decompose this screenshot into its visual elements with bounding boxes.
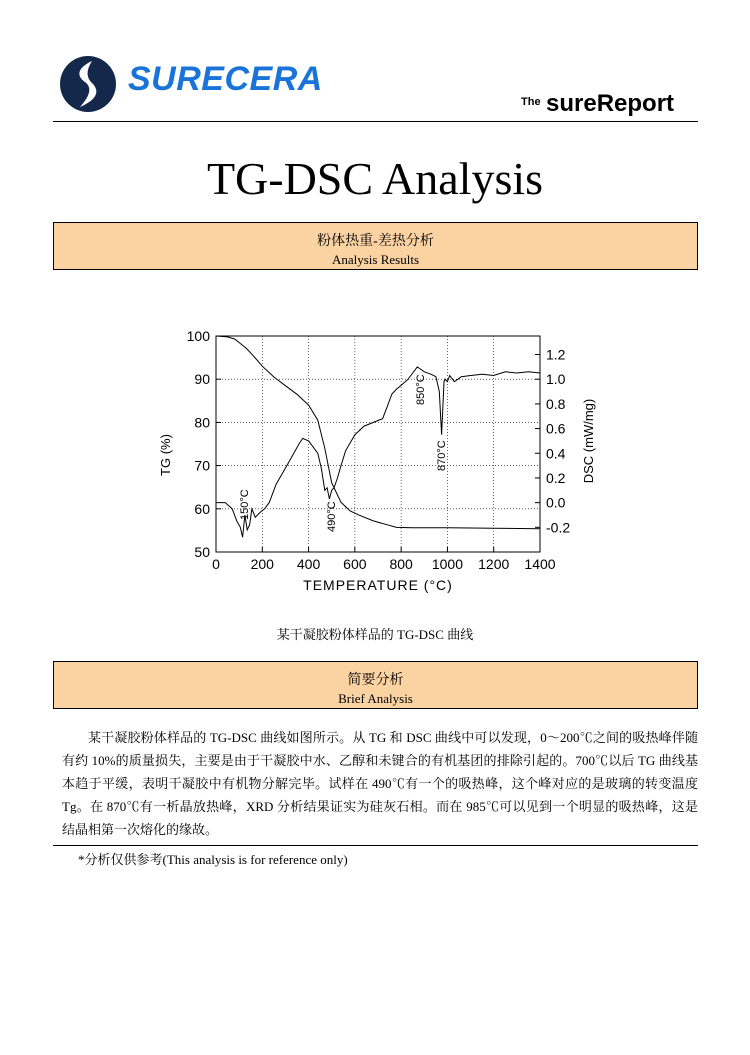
- y-axis-left-label: TG (%): [158, 434, 173, 476]
- company-logo-icon: [59, 55, 117, 113]
- header-rule: [53, 121, 698, 122]
- y-right-tick-label: 0.6: [546, 420, 566, 437]
- section-title-cn: 简要分析: [347, 673, 404, 688]
- y-right-tick-label: 0.4: [546, 445, 566, 462]
- y-right-tick-label: -0.2: [546, 519, 571, 536]
- x-tick-label: 1000: [431, 556, 464, 572]
- report-name: sureReport: [546, 90, 675, 117]
- dsc-curve: [216, 367, 540, 537]
- x-tick-label: 1200: [478, 556, 510, 572]
- section-brief-analysis: [53, 661, 698, 709]
- x-tick-label: 0: [212, 556, 220, 572]
- y-right-tick-label: 0.8: [546, 395, 566, 412]
- y-left-tick-label: 90: [194, 371, 210, 388]
- brand-name: SURECERA: [128, 60, 323, 98]
- y-left-tick-label: 50: [194, 544, 210, 560]
- x-tick-label: 800: [389, 556, 413, 572]
- annotation-870c: 870°C: [436, 440, 448, 471]
- annotation-850c: 850°C: [415, 374, 427, 405]
- y-left-tick-label: 80: [194, 414, 210, 431]
- y-right-tick-label: 1.2: [546, 346, 566, 363]
- disclaimer-note: *分析仅供参考(This analysis is for reference only): [78, 852, 348, 867]
- x-tick-label: 600: [343, 556, 367, 572]
- section-title-en: Brief Analysis: [338, 691, 413, 706]
- page-title: TG-DSC Analysis: [206, 153, 544, 204]
- section-title-en: Analysis Results: [331, 252, 420, 267]
- y-left-tick-label: 70: [194, 457, 210, 474]
- tg-dsc-chart: [150, 322, 620, 607]
- x-tick-label: 1400: [524, 556, 556, 572]
- x-tick-label: 200: [250, 556, 274, 572]
- annotation-490c: 490°C: [326, 501, 338, 532]
- y-right-tick-label: 0.0: [546, 494, 566, 511]
- y-right-tick-label: 0.2: [546, 469, 566, 486]
- chart-caption: 某干凝胶粉体样品的 TG-DSC 曲线: [276, 627, 474, 642]
- x-tick-label: 400: [296, 556, 321, 572]
- footer-rule: [53, 845, 698, 846]
- brief-analysis-text: 某干凝胶粉体样品的 TG-DSC 曲线如图所示。从 TG 和 DSC 曲线中可以发现，0～200℃之间的吸热峰伴随有约 10%的质量损失，主要是由于干凝胶中水、乙醇和未键合的有机基团的排除引起的。700℃以后 TG 曲线基本趋于平缓，表明干凝胶中有机物分解完毕。试样在 490℃有一个的吸热峰，这个峰对应的是玻璃的转变温度 Tg。在 870℃有一析晶放热峰，XRD 分析结果证实为硅灰石相。而在 985℃可以见到一个明显的吸热峰，这是结晶相第一次熔化的缘故。: [62, 730, 698, 837]
- section-analysis-results: [53, 222, 698, 270]
- annotation-150c: 150°C: [239, 489, 251, 520]
- tg-curve: [216, 336, 540, 529]
- y-left-tick-label: 60: [194, 500, 210, 517]
- report-prefix: The: [521, 96, 541, 108]
- y-left-tick-label: 100: [186, 328, 210, 344]
- y-axis-right-label: DSC (mW/mg): [581, 398, 596, 484]
- x-axis-label: TEMPERATURE (°C): [303, 577, 453, 593]
- section-title-cn: 粉体热重-差热分析: [317, 234, 434, 249]
- y-right-tick-label: 1.0: [546, 371, 566, 388]
- chart-tick-labels: [187, 328, 571, 572]
